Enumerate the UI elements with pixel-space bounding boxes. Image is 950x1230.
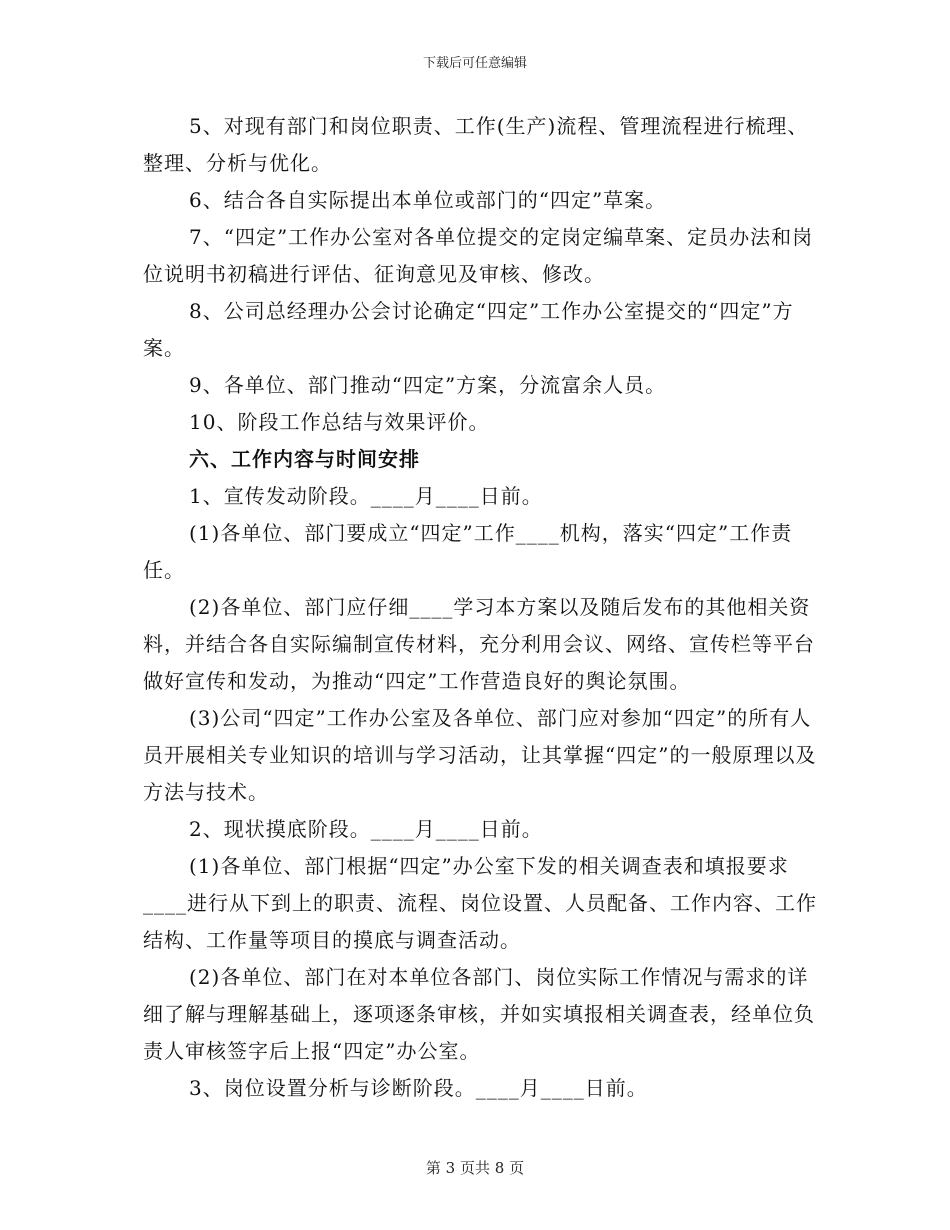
paragraph: (2)各单位、部门应仔细____学习本方案以及随后发布的其他相关资料，并结合各自实际编制宣传材料，充分利用会议、网络、宣传栏等平台做好宣传和发动，为推动“四定”工作营造良好的舆论氛围。 <box>143 595 815 693</box>
paragraph: (2)各单位、部门在对本单位各部门、岗位实际工作情况与需求的详细了解与理解基础上，逐项逐条审核，并如实填报相关调查表，经单位负责人审核签字后上报“四定”办公室。 <box>143 965 815 1063</box>
paragraph: 1、宣传发动阶段。____月____日前。 <box>189 484 543 508</box>
section-heading: 六、工作内容与时间安排 <box>189 447 420 471</box>
page-footer: 第 3 页共 8 页 <box>425 1159 525 1177</box>
paragraph: 10、阶段工作总结与效果评价。 <box>189 410 490 434</box>
paragraph: 9、各单位、部门推动“四定”方案，分流富余人员。 <box>189 373 667 397</box>
paragraph: (1)各单位、部门要成立“四定”工作____机构，落实“四定”工作责任。 <box>143 521 793 582</box>
paragraph: 8、公司总经理办公会讨论确定“四定”工作办公室提交的“四定”方案。 <box>143 299 794 360</box>
paragraph: 2、现状摸底阶段。____月____日前。 <box>189 817 543 841</box>
paragraph: 7、“四定”工作办公室对各单位提交的定岗定编草案、定员办法和岗位说明书初稿进行评估、征询意见及审核、修改。 <box>143 225 814 286</box>
paragraph: 5、对现有部门和岗位职责、工作(生产)流程、管理流程进行梳理、整理、分析与优化。 <box>143 114 809 175</box>
paragraph: (3)公司“四定”工作办公室及各单位、部门应对参加“四定”的所有人员开展相关专业知识的培训与学习活动，让其掌握“四定”的一般原理以及方法与技术。 <box>143 706 817 804</box>
paragraph: 3、岗位设置分析与诊断阶段。____月____日前。 <box>189 1076 648 1100</box>
paragraph: 6、结合各自实际提出本单位或部门的“四定”草案。 <box>189 188 667 212</box>
paragraph: (1)各单位、部门根据“四定”办公室下发的相关调查表和填报要求____进行从下到上的职责、流程、岗位设置、人员配备、工作内容、工作结构、工作量等项目的摸底与调查活动。 <box>143 854 817 952</box>
document-body <box>143 108 823 1107</box>
page-header: 下载后可任意编辑 <box>422 56 527 71</box>
